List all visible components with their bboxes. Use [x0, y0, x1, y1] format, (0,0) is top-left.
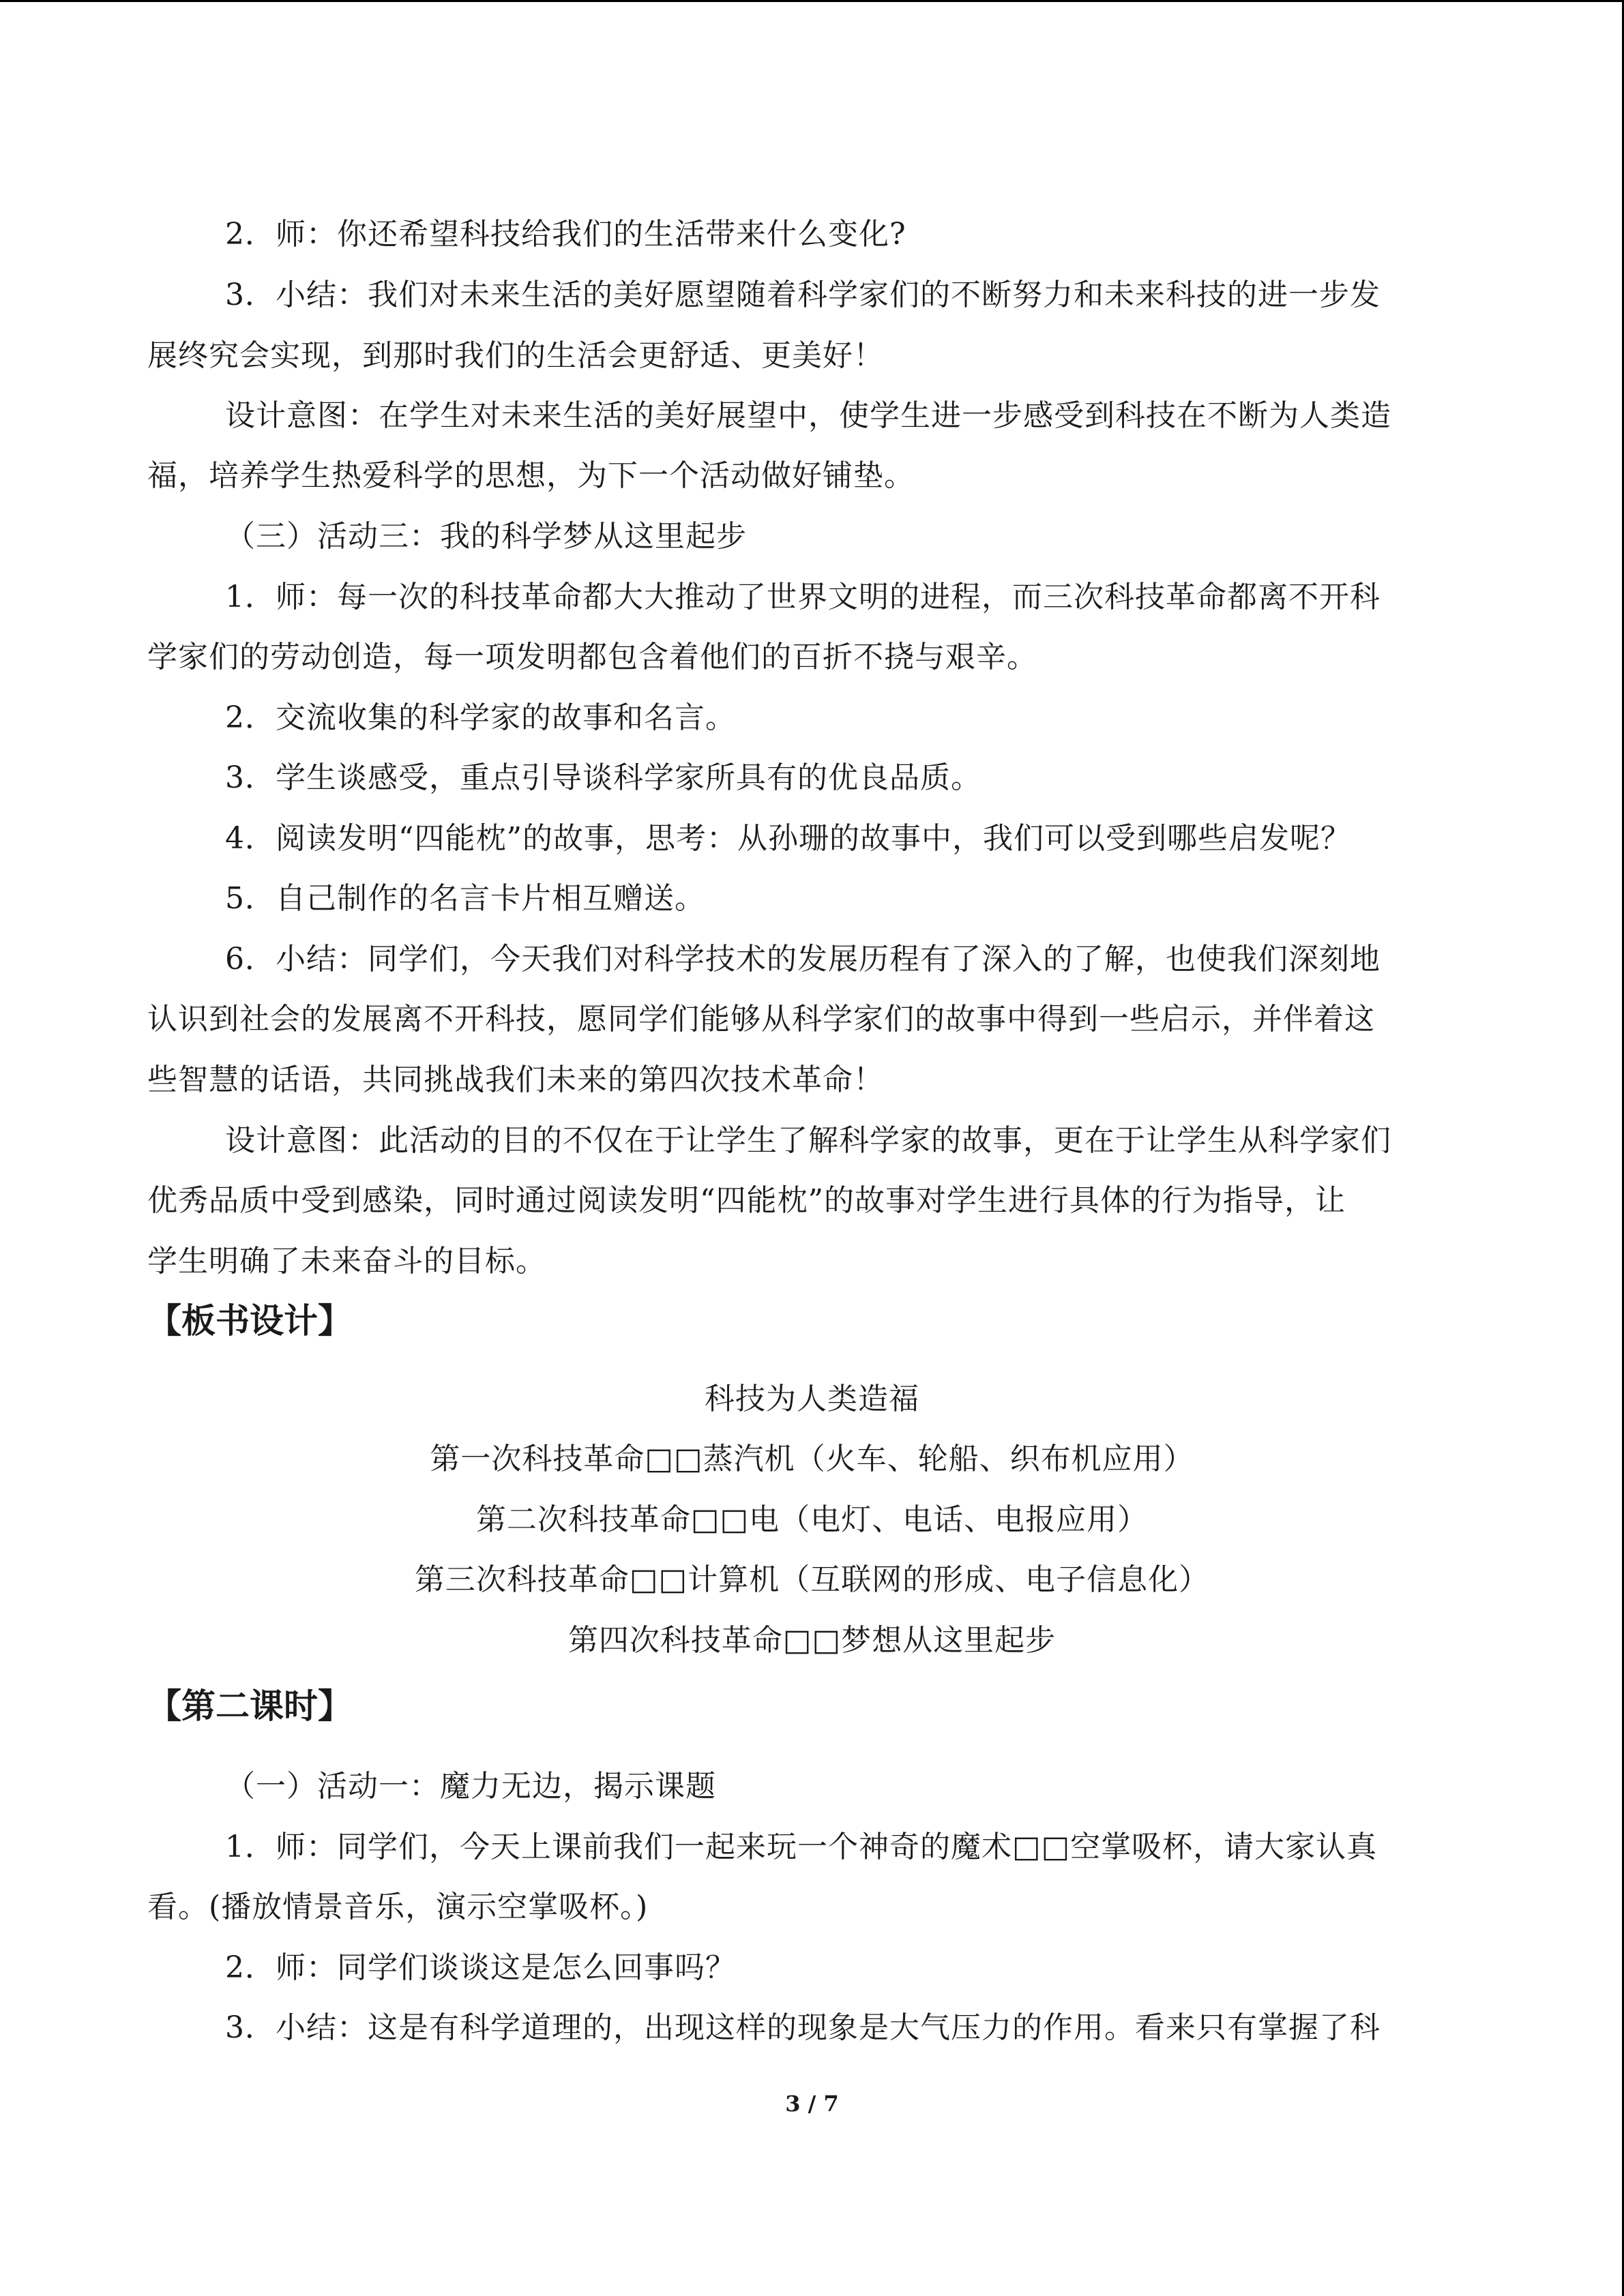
paragraph-line: 看。(播放情景音乐，演示空掌吸杯。)	[147, 1890, 649, 1924]
paragraph-line: 些智慧的话语，共同挑战我们未来的第四次技术革命！	[147, 1062, 884, 1097]
paragraph-line: 设计意图：在学生对未来生活的美好展望中，使学生进一步感受到科技在不断为人类造	[225, 398, 1391, 433]
board-line: 第二次科技革命□□电（电灯、电话、电报应用）	[475, 1502, 1149, 1537]
paragraph-line: 福，培养学生热爱科学的思想，为下一个活动做好铺垫。	[147, 458, 915, 493]
board-line: 第一次科技革命□□蒸汽机（火车、轮船、织布机应用）	[430, 1442, 1194, 1476]
paragraph-line: 1．师：同学们，今天上课前我们一起来玩一个神奇的魔术□□空掌吸杯，请大家认真	[225, 1830, 1378, 1864]
paragraph-line: 1．师：每一次的科技革命都大大推动了世界文明的进程，而三次科技革命都离不开科	[225, 580, 1381, 614]
paragraph-line: 4．阅读发明“四能枕”的故事，思考：从孙珊的故事中，我们可以受到哪些启发呢？	[225, 821, 1351, 856]
board-line: 第三次科技革命□□计算机（互联网的形成、电子信息化）	[414, 1562, 1210, 1597]
board-line: 第四次科技革命□□梦想从这里起步	[567, 1623, 1057, 1658]
board-title: 科技为人类造福	[705, 1382, 919, 1416]
paragraph-line: 3．学生谈感受，重点引导谈科学家所具有的优良品质。	[225, 760, 981, 795]
paragraph-line: 2．师：同学们谈谈这是怎么回事吗？	[225, 1950, 736, 1985]
paragraph-line: 学家们的劳动创造，每一项发明都包含着他们的百折不挠与艰辛。	[147, 640, 1037, 674]
paragraph-line: 3．小结：我们对未来生活的美好愿望随着科学家们的不断努力和未来科技的进一步发	[225, 278, 1381, 312]
paragraph-line: 学生明确了未来奋斗的目标。	[147, 1244, 546, 1279]
section-heading-board-design: 【板书设计】	[147, 1301, 352, 1341]
paragraph-line: 2．师：你还希望科技给我们的生活带来什么变化?	[225, 217, 906, 252]
paragraph-line: 6．小结：同学们，今天我们对科学技术的发展历程有了深入的了解，也使我们深刻地	[225, 942, 1381, 976]
paragraph-line: 3．小结：这是有科学道理的，出现这样的现象是大气压力的作用。看来只有掌握了科	[225, 2010, 1381, 2045]
paragraph-line: 优秀品质中受到感染，同时通过阅读发明“四能枕”的故事对学生进行具体的行为指导，让	[147, 1183, 1346, 1218]
paragraph-line: 展终究会实现，到那时我们的生活会更舒适、更美好！	[147, 338, 884, 373]
section-subheading: （三）活动三：我的科学梦从这里起步	[225, 519, 747, 554]
page-number: 3 / 7	[785, 2091, 839, 2117]
section-heading-second-lesson: 【第二课时】	[147, 1686, 352, 1726]
paragraph-line: 2．交流收集的科学家的故事和名言。	[225, 700, 736, 735]
section-subheading: （一）活动一：魔力无边，揭示课题	[225, 1769, 716, 1804]
paragraph-line: 5．自己制作的名言卡片相互赠送。	[225, 881, 705, 916]
paragraph-line: 设计意图：此活动的目的不仅在于让学生了解科学家的故事，更在于让学生从科学家们	[225, 1123, 1391, 1158]
paragraph-line: 认识到社会的发展离不开科技，愿同学们能够从科学家们的故事中得到一些启示，并伴着这	[147, 1002, 1375, 1037]
